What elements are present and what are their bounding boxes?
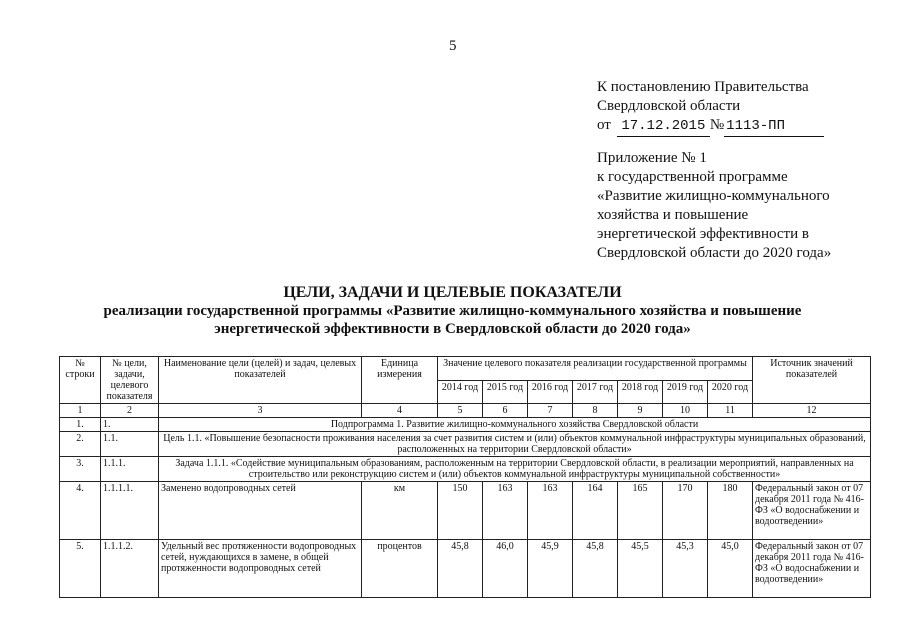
indicator-value: 45,9 [528, 540, 573, 598]
table-row-goal [60, 432, 871, 457]
indicator-source: Федеральный закон от 07 декабря 2011 года № 416-ФЗ «О водоснабжении и водоотведении» [753, 482, 871, 540]
table-row-indicator [60, 540, 871, 598]
header-year: 2016 год [528, 380, 573, 404]
page-number: 5 [449, 38, 457, 54]
indicator-value: 170 [663, 482, 708, 540]
column-number: 3 [159, 404, 362, 418]
row-code: 1.1.1.2. [101, 540, 159, 598]
indicator-value: 45,8 [573, 540, 618, 598]
indicator-value: 164 [573, 482, 618, 540]
row-text: Подпрограмма 1. Развитие жилищно-коммунального хозяйства Свердловской области [159, 418, 871, 432]
column-number: 9 [618, 404, 663, 418]
appendix-line: «Развитие жилищно-коммунального [597, 188, 830, 204]
row-code: 1.1. [101, 432, 159, 457]
header-year: 2020 год [708, 380, 753, 404]
indicator-value: 165 [618, 482, 663, 540]
decree-prefix: от [597, 117, 611, 133]
decree-line-2: Свердловской области [597, 98, 741, 114]
document-subtitle-2: энергетической эффективности в Свердловской области до 2020 года» [214, 321, 691, 337]
indicator-value: 45,3 [663, 540, 708, 598]
document-subtitle-1: реализации государственной программы «Развитие жилищно-коммунального хозяйства и повышение [103, 303, 802, 319]
column-number: 7 [528, 404, 573, 418]
row-code: 1.1.1.1. [101, 482, 159, 540]
row-code: 1. [101, 418, 159, 432]
row-number: 5. [60, 540, 101, 598]
row-number: 1. [60, 418, 101, 432]
column-number: 11 [708, 404, 753, 418]
decree-line-3 [597, 116, 887, 137]
decree-line-1: К постановлению Правительства [597, 79, 809, 95]
document-title: ЦЕЛИ, ЗАДАЧИ И ЦЕЛЕВЫЕ ПОКАЗАТЕЛИ [283, 284, 622, 301]
column-number: 6 [483, 404, 528, 418]
header-year: 2017 год [573, 380, 618, 404]
table-row-task [60, 457, 871, 482]
column-number: 10 [663, 404, 708, 418]
column-number-row [60, 404, 871, 418]
appendix-line: хозяйства и повышение [597, 207, 749, 223]
column-number: 2 [101, 404, 159, 418]
appendix-note [597, 149, 897, 263]
header-unit: Единица измерения [362, 357, 438, 404]
appendix-line: к государственной программе [597, 169, 788, 185]
row-text: Цель 1.1. «Повышение безопасности проживания населения за счет развития систем и (или) объектов коммунальной инфраструктуры муниципальных образований, расположенных на территории Свердловской области» [159, 432, 871, 457]
indicator-unit: процентов [362, 540, 438, 598]
indicator-unit: км [362, 482, 438, 540]
header-year: 2014 год [438, 380, 483, 404]
indicator-value: 150 [438, 482, 483, 540]
targets-table [59, 356, 871, 598]
header-row-number: № строки [60, 357, 101, 404]
indicator-source: Федеральный закон от 07 декабря 2011 года № 416-ФЗ «О водоснабжении и водоотведении» [753, 540, 871, 598]
appendix-line: Свердловской области до 2020 года» [597, 245, 832, 261]
appendix-line: энергетической эффективности в [597, 226, 809, 242]
header-source: Источник значений показателей [753, 357, 871, 404]
decree-date: 17.12.2015 [617, 117, 710, 137]
decree-number-sign: № [709, 117, 725, 133]
row-text: Задача 1.1.1. «Содействие муниципальным образованиям, расположенным на территории Свердловской области, в реализации мероприятий, направленных на строительство или реконструкцию систем и (или) объектов коммунальной инфраструктуры муниципальной собственности» [159, 457, 871, 482]
indicator-value: 46,0 [483, 540, 528, 598]
header-values: Значение целевого показателя реализации государственной программы [438, 357, 753, 381]
indicator-value: 45,5 [618, 540, 663, 598]
decree-number: 1113-ПП [724, 117, 824, 137]
header-year: 2018 год [618, 380, 663, 404]
indicator-value: 163 [528, 482, 573, 540]
document-heading [0, 283, 905, 338]
indicator-value: 45,8 [438, 540, 483, 598]
header-row [60, 357, 871, 381]
header-code: № цели, задачи, целевого показателя [101, 357, 159, 404]
header-year: 2015 год [483, 380, 528, 404]
column-number: 1 [60, 404, 101, 418]
column-number: 8 [573, 404, 618, 418]
row-number: 4. [60, 482, 101, 540]
header-year: 2019 год [663, 380, 708, 404]
row-number: 2. [60, 432, 101, 457]
column-number: 5 [438, 404, 483, 418]
appendix-line: Приложение № 1 [597, 150, 707, 166]
indicator-name: Заменено водопроводных сетей [159, 482, 362, 540]
column-number: 4 [362, 404, 438, 418]
row-code: 1.1.1. [101, 457, 159, 482]
table-row-subprogram [60, 418, 871, 432]
table-row-indicator [60, 482, 871, 540]
indicator-value: 45,0 [708, 540, 753, 598]
column-number: 12 [753, 404, 871, 418]
row-number: 3. [60, 457, 101, 482]
indicator-value: 163 [483, 482, 528, 540]
indicator-value: 180 [708, 482, 753, 540]
header-name: Наименование цели (целей) и задач, целевых показателей [159, 357, 362, 404]
indicator-name: Удельный вес протяженности водопроводных сетей, нуждающихся в замене, в общей протяженности водопроводных сетей [159, 540, 362, 598]
decree-reference [597, 78, 887, 137]
